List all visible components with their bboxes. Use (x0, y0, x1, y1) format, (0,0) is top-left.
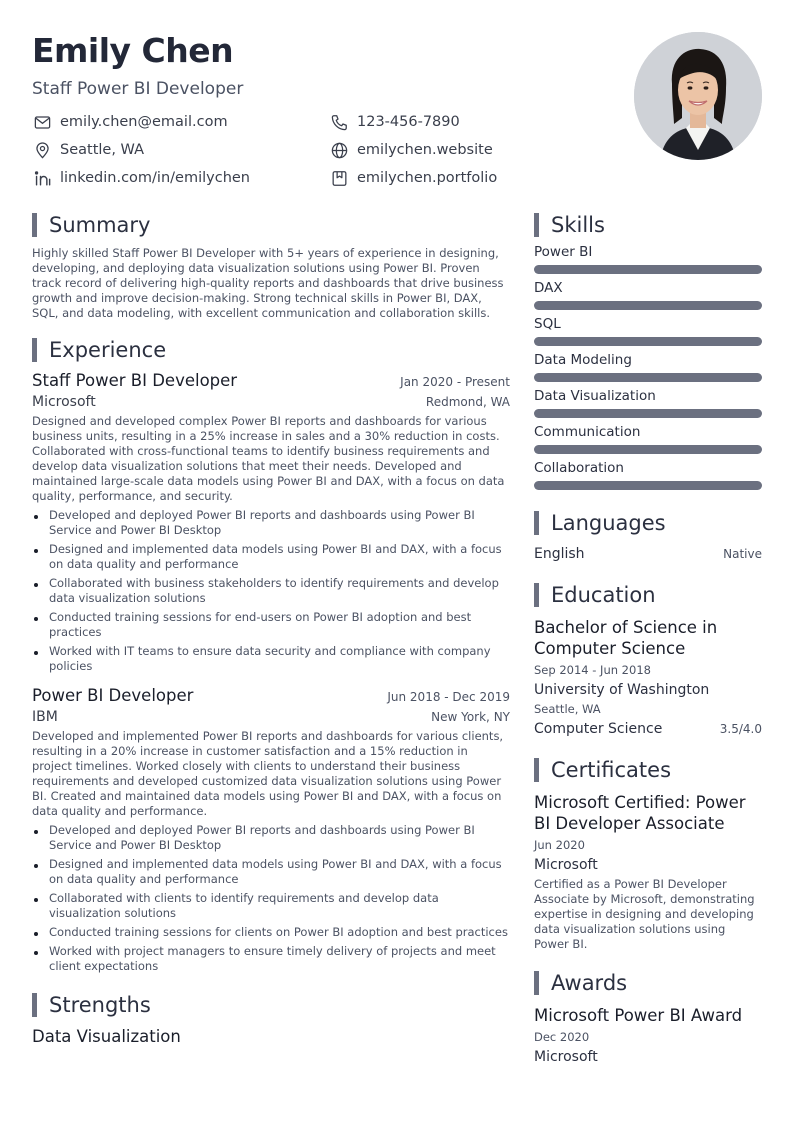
job-dates: Jan 2020 - Present (400, 375, 510, 389)
candidate-title: Staff Power BI Developer (32, 79, 244, 99)
contact-phone-text: 123-456-7890 (357, 114, 460, 130)
skill-level-bar (534, 337, 762, 346)
contact-website[interactable] (329, 139, 493, 161)
contact-linkedin[interactable] (32, 167, 250, 189)
languages-heading (534, 510, 762, 536)
skill-level-bar (534, 409, 762, 418)
language-item (534, 546, 762, 562)
skills-heading-text: Skills (551, 213, 605, 237)
contact-list (32, 111, 552, 195)
certificate-date: Jun 2020 (534, 838, 585, 852)
contact-website-text: emilychen.website (357, 142, 493, 158)
education-school: University of Washington (534, 682, 710, 698)
experience-heading (32, 337, 510, 363)
job-bullet: Collaborated with business stakeholders to identify requirements and develop data visualization solutions (32, 576, 510, 606)
job-entry (32, 371, 510, 674)
contact-linkedin-text: linkedin.com/in/emilychen (60, 170, 250, 186)
left-column (32, 212, 510, 1046)
skill-level-bar (534, 373, 762, 382)
job-dates: Jun 2018 - Dec 2019 (387, 690, 510, 704)
skill-item (534, 388, 762, 418)
location-icon (32, 140, 52, 160)
certificates-heading-text: Certificates (551, 758, 672, 782)
skill-level-bar (534, 301, 762, 310)
contact-phone[interactable] (329, 111, 460, 133)
language-level: Native (723, 547, 762, 561)
job-bullet: Designed and implemented data models using Power BI and DAX, with a focus on data quality and performance (32, 857, 510, 887)
candidate-name: Emily Chen (32, 31, 234, 70)
mail-icon (32, 112, 52, 132)
portfolio-icon (329, 168, 349, 188)
section-accent-bar (534, 213, 539, 237)
summary-text: Highly skilled Staff Power BI Developer with 5+ years of experience in designing, developing, and deploying data visualization solutions using Power BI. Proven track record of delivering high-quality reports and dashboards that drive business growth and improve decision-making. Strong technical skills in Power BI, DAX, SQL, and data modeling, with excellent communication and collaboration skills. (32, 246, 504, 320)
strengths-heading (32, 992, 510, 1018)
job-company: IBM (32, 709, 58, 725)
contact-location-text: Seattle, WA (60, 142, 145, 158)
section-accent-bar (534, 758, 539, 782)
skills-list (534, 244, 762, 490)
skill-item (534, 244, 762, 274)
education-heading (534, 582, 762, 608)
skill-level-bar (534, 445, 762, 454)
contact-email-text: emily.chen@email.com (60, 114, 228, 130)
job-bullet: Worked with project managers to ensure timely delivery of projects and meet client expectations (32, 944, 510, 974)
phone-icon (329, 112, 349, 132)
skill-item (534, 424, 762, 454)
job-title: Staff Power BI Developer (32, 371, 238, 390)
skill-name: DAX (534, 280, 563, 296)
summary-section (32, 212, 510, 321)
contact-portfolio[interactable] (329, 167, 497, 189)
linkedin-icon (32, 168, 52, 188)
section-accent-bar (534, 511, 539, 535)
languages-section (534, 510, 762, 562)
job-bullet: Designed and implemented data models using Power BI and DAX, with a focus on data quality and performance (32, 542, 510, 572)
skill-item (534, 316, 762, 346)
certificates-heading (534, 757, 762, 783)
job-bullets (32, 508, 510, 674)
job-title: Power BI Developer (32, 686, 194, 705)
skill-item (534, 352, 762, 382)
job-location: Redmond, WA (425, 395, 510, 409)
skill-level-bar (534, 265, 762, 274)
skills-section (534, 212, 762, 490)
resume-header (32, 30, 592, 100)
contact-location (32, 139, 144, 161)
job-bullet: Developed and deployed Power BI reports and dashboards using Power BI Service and Power BI Desktop (32, 508, 510, 538)
skill-item (534, 460, 762, 490)
awards-heading-text: Awards (551, 971, 628, 995)
job-description: Developed and implemented Power BI reports and dashboards for various clients, resulting in a 20% increase in customer satisfaction and a 15% reduction in project timelines. Worked closely with clients to understand their business requirements and developed customized data visualization solutions using Power BI. Created and maintained data models using Power BI and DAX, with a focus on data quality and performance. (32, 729, 504, 818)
section-accent-bar (32, 213, 37, 237)
education-heading-text: Education (551, 583, 656, 607)
experience-heading-text: Experience (49, 338, 167, 362)
certificate-description: Certified as a Power BI Developer Associate by Microsoft, demonstrating expertise in designing and developing data visualization solutions using Power BI. (534, 877, 755, 951)
experience-section (32, 337, 510, 974)
education-location: Seattle, WA (534, 702, 601, 716)
education-section (534, 582, 762, 737)
job-description: Designed and developed complex Power BI reports and dashboards for various business units, resulting in a 25% increase in sales and a 30% reduction in costs. Collaborated with cross-functional teams to identify business requirements and develop data visualization solutions that meet their needs. Developed and maintained large-scale data models using Power BI and DAX, with a focus on data quality, performance, and security. (32, 414, 505, 503)
job-bullet: Worked with IT teams to ensure data security and compliance with company policies (32, 644, 510, 674)
certificate-name: Microsoft Certified: Power BI Developer Associate (534, 793, 746, 833)
strengths-section (32, 992, 510, 1046)
contact-email[interactable] (32, 111, 228, 133)
job-location: New York, NY (431, 710, 510, 724)
certificate-issuer: Microsoft (534, 857, 598, 873)
job-entry (32, 686, 510, 974)
skills-heading (534, 212, 762, 238)
skill-name: Data Modeling (534, 352, 632, 368)
education-dates: Sep 2014 - Jun 2018 (534, 663, 651, 677)
education-field: Computer Science (534, 721, 663, 737)
strengths-heading-text: Strengths (49, 993, 151, 1017)
job-bullet: Collaborated with clients to identify requirements and develop data visualization solutions (32, 891, 510, 921)
skill-name: Data Visualization (534, 388, 656, 404)
section-accent-bar (534, 583, 539, 607)
job-bullet: Developed and deployed Power BI reports and dashboards using Power BI Service and Power BI Desktop (32, 823, 510, 853)
strength-item: Data Visualization (32, 1027, 181, 1046)
right-column (534, 212, 762, 1065)
award-date: Dec 2020 (534, 1030, 590, 1044)
skill-name: Power BI (534, 244, 593, 260)
languages-heading-text: Languages (551, 511, 666, 535)
globe-icon (329, 140, 349, 160)
skill-name: SQL (534, 316, 561, 332)
job-bullet: Conducted training sessions for clients on Power BI adoption and best practices (32, 925, 510, 940)
awards-section (534, 970, 762, 1065)
skill-level-bar (534, 481, 762, 490)
award-issuer: Microsoft (534, 1049, 598, 1065)
section-accent-bar (32, 338, 37, 362)
summary-heading (32, 212, 510, 238)
section-accent-bar (534, 971, 539, 995)
education-gpa: 3.5/4.0 (719, 722, 762, 736)
award-name: Microsoft Power BI Award (534, 1006, 743, 1025)
certificates-section (534, 757, 762, 952)
summary-heading-text: Summary (49, 213, 151, 237)
job-bullet: Conducted training sessions for end-users on Power BI adoption and best practices (32, 610, 510, 640)
contact-portfolio-text: emilychen.portfolio (357, 170, 498, 186)
skill-item (534, 280, 762, 310)
skill-name: Communication (534, 424, 641, 440)
job-bullets (32, 823, 510, 974)
language-name: English (534, 546, 585, 562)
awards-heading (534, 970, 762, 996)
profile-photo (634, 32, 762, 160)
section-accent-bar (32, 993, 37, 1017)
job-company: Microsoft (32, 394, 96, 410)
education-degree: Bachelor of Science in Computer Science (534, 618, 718, 658)
skill-name: Collaboration (534, 460, 624, 476)
